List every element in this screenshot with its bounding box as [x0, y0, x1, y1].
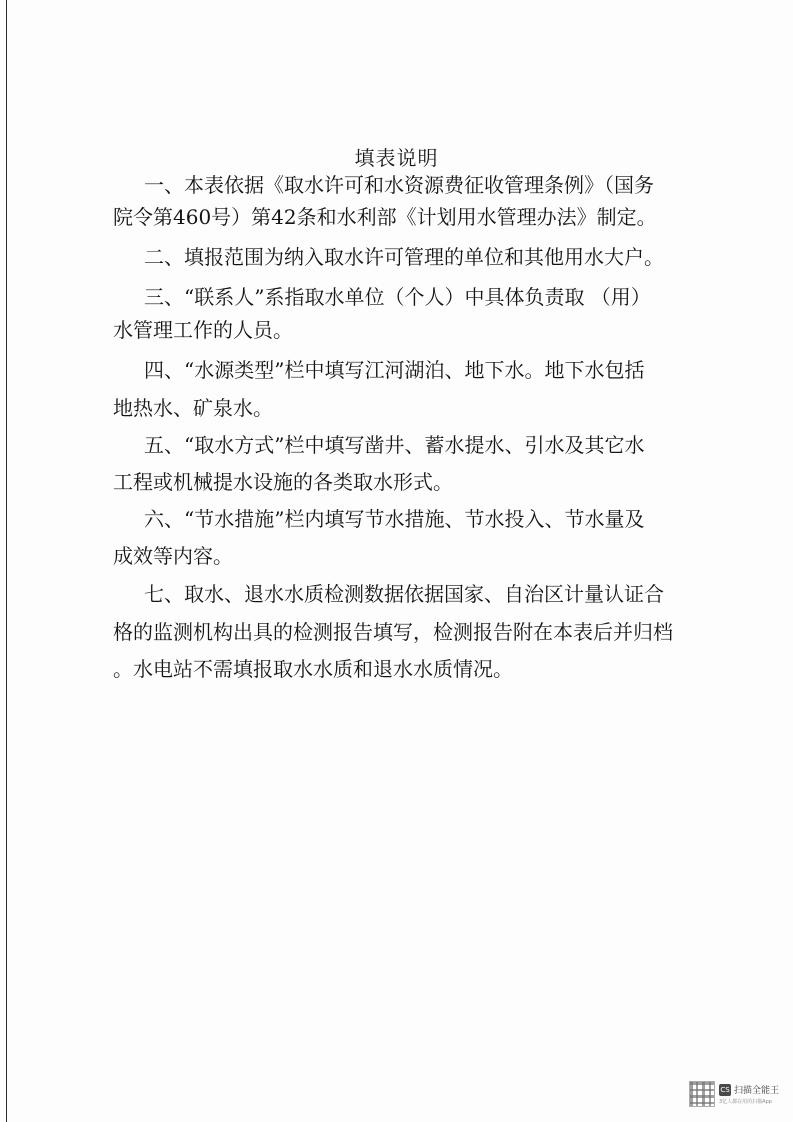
watermark-tagline: 3亿人都在用的扫描App: [719, 1099, 772, 1105]
paragraph-2-line-1: 二、填报范围为纳入取水许可管理的单位和其他用水大户。: [144, 245, 664, 269]
paragraph-6-line-1: 六、“节水措施”栏内填写节水措施、节水投入、节水量及: [144, 507, 645, 531]
camscanner-logo-icon: CS: [720, 1085, 730, 1094]
paragraph-3-line-1: 三、“联系人”系指取水单位（个人）中具体负责取 （用）: [144, 285, 651, 309]
paragraph-3-line-2: 水管理工作的人员。: [113, 318, 293, 342]
paragraph-7-line-2: 格的监测机构出具的检测报告填写，检测报告附在本表后并归档: [113, 620, 673, 644]
watermark-app-name: 扫描全能王: [734, 1086, 780, 1096]
watermark-text: [719, 1083, 779, 1105]
paragraph-7-line-1: 七、取水、退水水质检测数据依据国家、自治区计量认证合: [144, 582, 664, 606]
paragraph-4-line-2: 地热水、矿泉水。: [113, 396, 273, 420]
paragraph-4-line-1: 四、“水源类型”栏中填写江河湖泊、地下水。地下水包括: [144, 358, 645, 382]
paragraph-1-line-2: 院令第460号）第42条和水利部《计划用水管理办法》制定。: [113, 205, 657, 229]
paragraph-7-line-3: 。水电站不需填报取水水质和退水水质情况。: [113, 657, 513, 681]
paragraph-5-line-2: 工程或机械提水设施的各类取水形式。: [113, 470, 453, 494]
paragraph-5-line-1: 五、“取水方式”栏中填写凿井、蓄水提水、引水及其它水: [144, 433, 645, 457]
paragraph-6-line-2: 成效等内容。: [113, 544, 233, 568]
page-title: 填表说明: [354, 146, 439, 170]
paragraph-1-line-1: 一、本表依据《取水许可和水资源费征收管理条例》（国务: [144, 173, 654, 197]
qr-code-icon: [689, 1081, 715, 1107]
scanner-watermark: [689, 1078, 785, 1110]
